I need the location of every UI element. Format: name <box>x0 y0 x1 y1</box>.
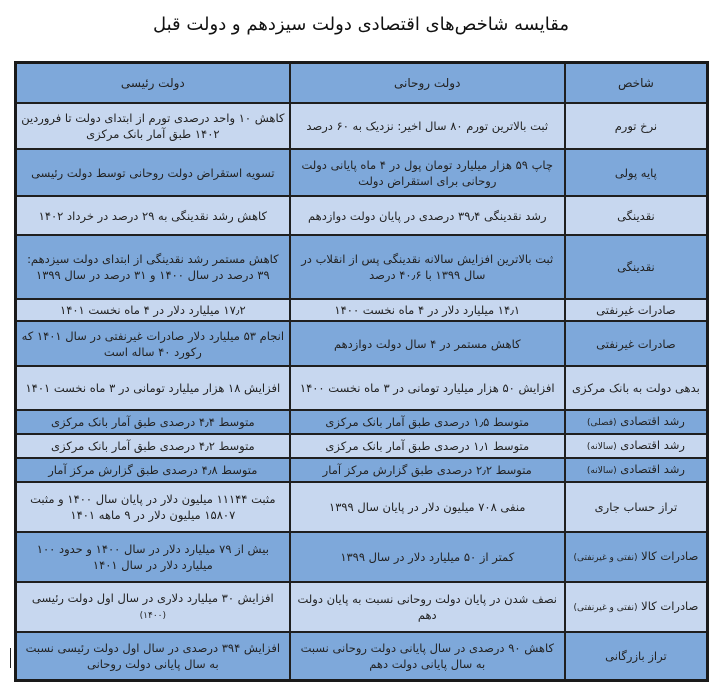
cell-indicator <box>565 299 708 321</box>
cell-rouhani: رشد نقدینگی ۳۹٫۴ درصدی در پایان دولت دوازدهم <box>290 196 565 235</box>
raisi-text: افزایش ۳۰ میلیارد دلاری در سال اول دولت رئیسی <box>31 591 274 605</box>
cell-indicator <box>565 149 708 196</box>
table-row <box>16 582 708 632</box>
header-indicator: شاخص <box>565 63 708 104</box>
raisi-text: کاهش رشد نقدینگی به ۲۹ درصد در خرداد ۱۴۰۲ <box>38 208 267 223</box>
cell-indicator <box>565 632 708 680</box>
cell-indicator <box>565 482 708 532</box>
indicator-label: صادرات کالا <box>641 599 699 613</box>
cell-raisi <box>16 149 290 196</box>
cell-rouhani: کاهش مستمر در ۴ سال دولت دوازدهم <box>290 321 565 366</box>
table-row <box>16 532 708 582</box>
cell-raisi <box>16 434 290 458</box>
cell-rouhani: کمتر از ۵۰ میلیارد دلار در سال ۱۳۹۹ <box>290 532 565 582</box>
table-body <box>16 103 708 680</box>
indicator-label: رشد اقتصادی <box>620 462 685 476</box>
cell-raisi <box>16 532 290 582</box>
indicator-label: تراز حساب جاری <box>594 500 678 514</box>
table-row <box>16 458 708 482</box>
cell-rouhani: افزایش ۵۰ هزار میلیارد تومانی در ۳ ماه نخست ۱۴۰۰ <box>290 366 565 410</box>
cell-indicator <box>565 103 708 149</box>
cell-raisi <box>16 299 290 321</box>
cell-indicator <box>565 235 708 299</box>
cell-indicator <box>565 582 708 632</box>
table-header-row <box>16 63 708 104</box>
cell-rouhani: منفی ۷۰۸ میلیون دلار در پایان سال ۱۳۹۹ <box>290 482 565 532</box>
cell-indicator <box>565 532 708 582</box>
table-row <box>16 366 708 410</box>
table-row <box>16 196 708 235</box>
comparison-table <box>14 61 709 682</box>
table-row <box>16 410 708 434</box>
table-row <box>16 434 708 458</box>
cell-raisi <box>16 321 290 366</box>
raisi-note: (۱۴۰۰) <box>139 611 167 621</box>
raisi-text: افزایش ۳۹۴ درصدی در سال اول دولت رئیسی نسبت به سال پایانی دولت روحانی <box>25 640 281 671</box>
cell-raisi <box>16 632 290 680</box>
cell-indicator <box>565 434 708 458</box>
text-cursor <box>10 648 11 668</box>
indicator-label: صادرات غیرنفتی <box>596 336 676 351</box>
indicator-label: نقدینگی <box>617 208 655 223</box>
page-title: مقایسه شاخص‌های اقتصادی دولت سیزدهم و دولت قبل <box>152 14 570 35</box>
cell-indicator <box>565 321 708 366</box>
indicator-label: صادرات غیرنفتی <box>596 303 676 317</box>
cell-raisi <box>16 235 290 299</box>
raisi-text: کاهش مستمر رشد نقدینگی از ابتدای دولت سیزدهم: ۳۹ درصد در سال ۱۴۰۰ و ۳۱ درصد در سال ۱۳۹۹ <box>27 252 279 282</box>
header-raisi: دولت رئیسی <box>16 63 290 104</box>
cell-raisi <box>16 196 290 235</box>
raisi-text: متوسط ۴٫۲ درصدی طبق آمار بانک مرکزی <box>50 439 255 453</box>
indicator-label: تراز بازرگانی <box>605 648 667 663</box>
indicator-label: بدهی دولت به بانک مرکزی <box>571 381 700 395</box>
indicator-note: (فصلی) <box>586 418 617 428</box>
raisi-text: افزایش ۱۸ هزار میلیارد تومانی در ۳ ماه نخست ۱۴۰۱ <box>25 381 281 395</box>
cell-raisi <box>16 458 290 482</box>
cell-rouhani: ثبت بالاترین افزایش سالانه نقدینگی پس از انقلاب در سال ۱۳۹۹ با ۴۰٫۶ درصد <box>290 235 565 299</box>
raisi-text: انجام ۵۳ میلیارد دلار صادرات غیرنفتی در سال ۱۴۰۱ که رکورد ۴۰ ساله است <box>21 328 285 359</box>
table-row <box>16 103 708 149</box>
cell-indicator <box>565 458 708 482</box>
table-row <box>16 235 708 299</box>
indicator-label: رشد اقتصادی <box>620 414 685 428</box>
cell-rouhani: متوسط ۲٫۲ درصدی طبق گزارش مرکز آمار <box>290 458 565 482</box>
indicator-note: (نفتی و غیرنفتی) <box>573 603 638 613</box>
cell-raisi <box>16 410 290 434</box>
table-row <box>16 482 708 532</box>
cell-rouhani: ثبت بالاترین تورم ۸۰ سال اخیر: نزدیک به ۶۰ درصد <box>290 103 565 149</box>
raisi-text: مثبت ۱۱۱۴۴ میلیون دلار در پایان سال ۱۴۰۰ و مثبت ۱۵۸۰۷ میلیون دلار در ۹ ماهه ۱۴۰۱ <box>30 492 276 522</box>
indicator-label: نرخ تورم <box>614 119 658 133</box>
indicator-note: (سالانه) <box>586 466 617 476</box>
cell-raisi <box>16 582 290 632</box>
raisi-text: متوسط ۴٫۴ درصدی طبق آمار بانک مرکزی <box>50 415 255 429</box>
indicator-note: (سالانه) <box>586 442 617 452</box>
cell-indicator <box>565 196 708 235</box>
cell-raisi <box>16 482 290 532</box>
raisi-text: کاهش ۱۰ واحد درصدی تورم از ابتدای دولت تا فروردین ۱۴۰۲ طبق آمار بانک مرکزی <box>21 111 285 141</box>
table-row <box>16 321 708 366</box>
indicator-note: (نفتی و غیرنفتی) <box>573 553 638 563</box>
table-row <box>16 632 708 680</box>
indicator-label: صادرات کالا <box>641 549 699 563</box>
cell-raisi <box>16 366 290 410</box>
table-row <box>16 299 708 321</box>
cell-indicator <box>565 366 708 410</box>
indicator-label: رشد اقتصادی <box>620 438 685 452</box>
cell-rouhani: ۱۴٫۱ میلیارد دلار در ۴ ماه نخست ۱۴۰۰ <box>290 299 565 321</box>
raisi-text: بیش از ۷۹ میلیارد دلار در سال ۱۴۰۰ و حدود ۱۰۰ میلیارد دلار در سال ۱۴۰۱ <box>36 542 269 572</box>
table-row <box>16 149 708 196</box>
cell-rouhani: متوسط ۱٫۵ درصدی طبق آمار بانک مرکزی <box>290 410 565 434</box>
cell-rouhani: نصف شدن در پایان دولت روحانی نسبت به پایان دولت دهم <box>290 582 565 632</box>
cell-rouhani: چاپ ۵۹ هزار میلیارد تومان پول در ۴ ماه پایانی دولت روحانی برای استقراض دولت <box>290 149 565 196</box>
raisi-text: متوسط ۴٫۸ درصدی طبق گزارش مرکز آمار <box>48 463 258 477</box>
raisi-text: ۱۷٫۲ میلیارد دلار در ۴ ماه نخست ۱۴۰۱ <box>60 303 246 317</box>
header-rouhani: دولت روحانی <box>290 63 565 104</box>
cell-rouhani: متوسط ۱٫۱ درصدی طبق آمار بانک مرکزی <box>290 434 565 458</box>
indicator-label: نقدینگی <box>617 260 655 274</box>
raisi-text: تسویه استقراض دولت روحانی توسط دولت رئیسی <box>31 165 275 180</box>
cell-raisi <box>16 103 290 149</box>
cell-indicator <box>565 410 708 434</box>
cell-rouhani: کاهش ۹۰ درصدی در سال پایانی دولت روحانی نسبت به سال پایانی دولت دهم <box>290 632 565 680</box>
indicator-label: پایه پولی <box>614 165 657 180</box>
